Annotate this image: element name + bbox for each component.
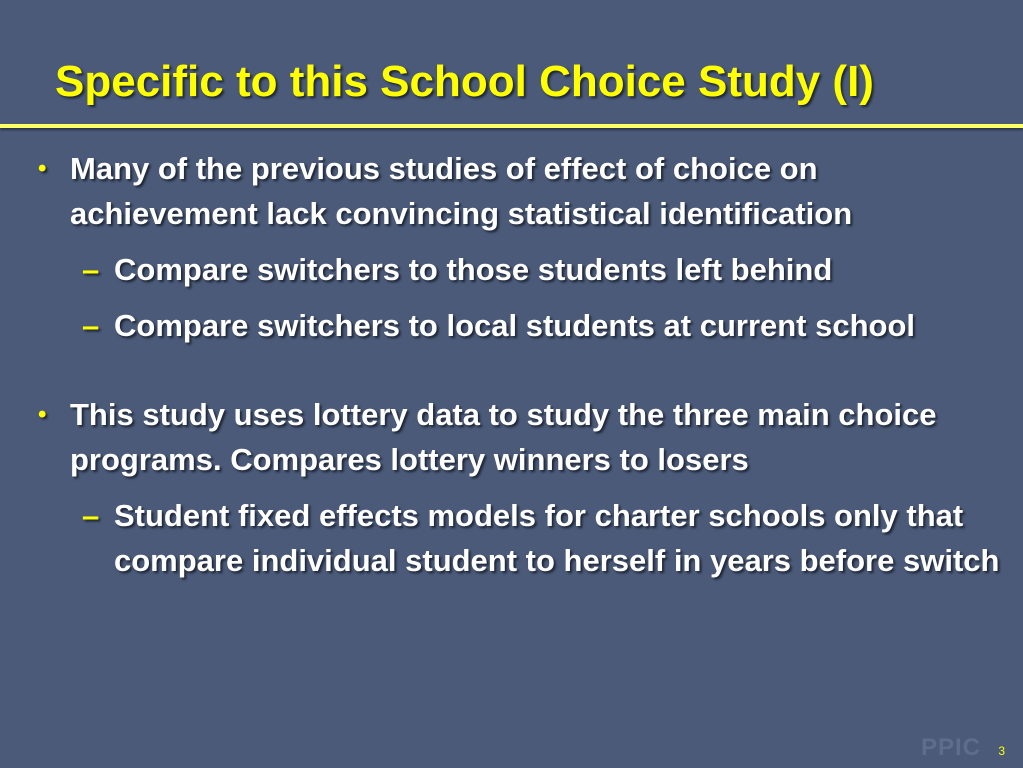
dash-icon: – <box>82 498 100 533</box>
bullet-item <box>38 392 1010 482</box>
bullet-dot-icon: • <box>38 155 47 182</box>
sub-bullet-text: Compare switchers to local students at current school <box>114 308 916 343</box>
sub-bullet-item <box>38 303 1010 348</box>
page-number: 3 <box>998 744 1005 758</box>
bullet-text: Many of the previous studies of effect of choice on achievement lack convincing statistical identification <box>70 151 853 231</box>
ppic-logo: PPIC <box>920 734 981 761</box>
sub-bullet-item <box>38 247 1010 292</box>
title-divider <box>0 124 1023 128</box>
bullet-dot-icon: • <box>38 401 47 428</box>
bullet-item <box>38 146 1010 236</box>
dash-icon: – <box>82 308 100 343</box>
bullet-text: This study uses lottery data to study the three main choice programs. Compares lottery winners to losers <box>70 397 937 477</box>
sub-bullet-text: Compare switchers to those students left behind <box>114 252 833 287</box>
dash-icon: – <box>82 252 100 287</box>
sub-bullet-item <box>38 493 1010 583</box>
slide-title: Specific to this School Choice Study (I) <box>55 57 874 106</box>
slide-content <box>38 146 1010 583</box>
sub-bullet-text: Student fixed effects models for charter schools only that compare individual student to herself in years before switch <box>114 498 1000 578</box>
